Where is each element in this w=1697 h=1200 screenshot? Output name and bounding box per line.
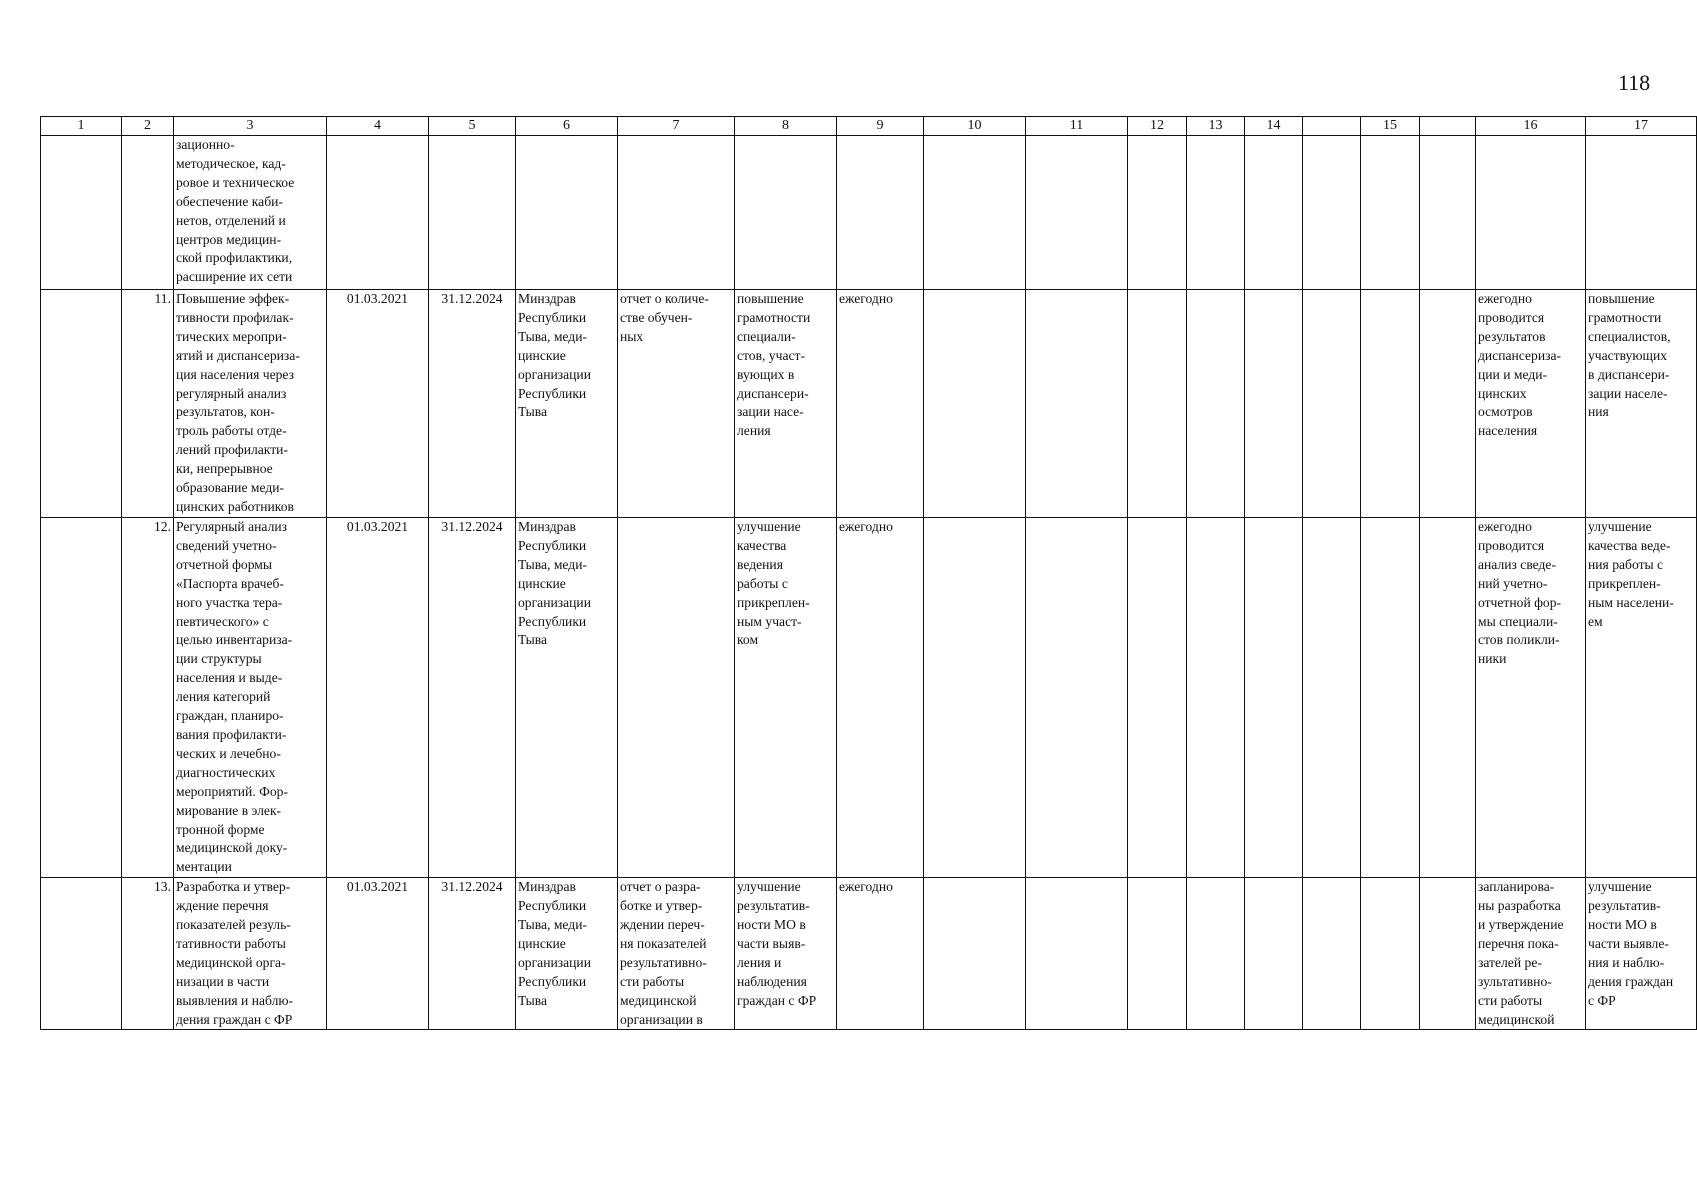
empty-cell <box>924 136 1026 290</box>
empty-cell <box>1026 518 1128 878</box>
responsible-cell: Минздрав Республики Тыва, меди- цинские организации Республики Тыва <box>516 290 618 518</box>
empty-cell <box>1026 878 1128 1030</box>
empty-cell <box>1245 878 1303 1030</box>
header-cell: 16 <box>1476 117 1586 136</box>
result-cell: улучшение качества ведения работы с прикреплен- ным участ- ком <box>735 518 837 878</box>
column-16-cell <box>1476 136 1586 290</box>
end-date <box>429 136 516 290</box>
header-cell: 14 <box>1245 117 1303 136</box>
empty-cell <box>1303 136 1361 290</box>
report-cell <box>618 518 735 878</box>
end-date: 31.12.2024 <box>429 290 516 518</box>
end-date: 31.12.2024 <box>429 518 516 878</box>
result-cell: повышение грамотности специали- стов, участ- вующих в диспансери- зации насе- ления <box>735 290 837 518</box>
report-cell <box>618 136 735 290</box>
activity-cell: Разработка и утвер- ждение перечня показателей резуль- тативности работы медицинской орга- низации в части выявления и наблю- дения граждан с ФР <box>174 878 327 1030</box>
empty-cell <box>1128 290 1187 518</box>
empty-cell <box>1026 136 1128 290</box>
end-date: 31.12.2024 <box>429 878 516 1030</box>
header-cell: 4 <box>327 117 429 136</box>
empty-cell <box>1128 136 1187 290</box>
column-17-cell <box>1586 136 1697 290</box>
header-cell <box>1420 117 1476 136</box>
header-cell: 6 <box>516 117 618 136</box>
row-number: 12. <box>122 518 174 878</box>
empty-cell <box>924 290 1026 518</box>
empty-cell <box>1303 518 1361 878</box>
start-date: 01.03.2021 <box>327 878 429 1030</box>
header-cell: 7 <box>618 117 735 136</box>
period-cell <box>837 136 924 290</box>
header-cell: 2 <box>122 117 174 136</box>
header-cell <box>1303 117 1361 136</box>
empty-cell <box>1420 878 1476 1030</box>
activity-cell: зационно- методическое, кад- ровое и техническое обеспечение каби- нетов, отделений и центров медицин- ской профилактики, расширение их сети <box>174 136 327 290</box>
responsible-cell <box>516 136 618 290</box>
row-blank-cell <box>41 878 122 1030</box>
responsible-cell: Минздрав Республики Тыва, меди- цинские организации Республики Тыва <box>516 518 618 878</box>
header-cell: 8 <box>735 117 837 136</box>
empty-cell <box>1128 518 1187 878</box>
header-cell: 9 <box>837 117 924 136</box>
start-date <box>327 136 429 290</box>
header-cell: 1 <box>41 117 122 136</box>
activity-cell: Повышение эффек- тивности профилак- тических меропри- ятий и диспансериза- ция населения через регулярный анализ результатов, кон- троль работы отде- лений профилакти- ки, непрерывное образование меди- цинских работников <box>174 290 327 518</box>
empty-cell <box>1187 518 1245 878</box>
empty-cell <box>924 878 1026 1030</box>
header-cell: 12 <box>1128 117 1187 136</box>
period-cell: ежегодно <box>837 290 924 518</box>
header-cell: 3 <box>174 117 327 136</box>
start-date: 01.03.2021 <box>327 290 429 518</box>
empty-cell <box>1245 290 1303 518</box>
page-number: 118 <box>1618 70 1651 95</box>
empty-cell <box>1303 878 1361 1030</box>
column-16-cell: ежегодно проводится анализ сведе- ний учетно- отчетной фор- мы специали- стов поликли- ники <box>1476 518 1586 878</box>
column-16-cell: запланирова- ны разработка и утверждение перечня пока- зателей ре- зультативно- сти работы медицинской <box>1476 878 1586 1030</box>
header-cell: 10 <box>924 117 1026 136</box>
period-cell: ежегодно <box>837 878 924 1030</box>
row-number: 11. <box>122 290 174 518</box>
period-cell: ежегодно <box>837 518 924 878</box>
responsible-cell: Минздрав Республики Тыва, меди- цинские организации Республики Тыва <box>516 878 618 1030</box>
empty-cell <box>1303 290 1361 518</box>
header-cell: 11 <box>1026 117 1128 136</box>
empty-cell <box>1187 878 1245 1030</box>
empty-cell <box>1361 518 1420 878</box>
header-cell: 13 <box>1187 117 1245 136</box>
column-17-cell: улучшение результатив- ности МО в части выявле- ния и наблю- дения граждан с ФР <box>1586 878 1697 1030</box>
empty-cell <box>1128 878 1187 1030</box>
column-17-cell: повышение грамотности специалистов, участвующих в диспансери- зации населе- ния <box>1586 290 1697 518</box>
row-blank-cell <box>41 290 122 518</box>
empty-cell <box>1245 136 1303 290</box>
report-cell: отчет о количе- стве обучен- ных <box>618 290 735 518</box>
column-number-header <box>41 117 1697 136</box>
table-row <box>41 290 1697 518</box>
empty-cell <box>924 518 1026 878</box>
header-cell: 5 <box>429 117 516 136</box>
empty-cell <box>1187 290 1245 518</box>
empty-cell <box>1420 136 1476 290</box>
empty-cell <box>1420 290 1476 518</box>
empty-cell <box>1187 136 1245 290</box>
plan-table <box>40 116 1697 1030</box>
header-cell: 17 <box>1586 117 1697 136</box>
activity-cell: Регулярный анализ сведений учетно- отчетной формы «Паспорта врачеб- ного участка тера- певтического» с целью инвентариза- ции структуры населения и выде- ления категорий граждан, планиро- вания профилакти- ческих и лечебно- диагностических мероприятий. Фор- мирование в элек- тронной форме медицинской доку- ментации <box>174 518 327 878</box>
empty-cell <box>1361 878 1420 1030</box>
row-blank-cell <box>41 136 122 290</box>
column-16-cell: ежегодно проводится результатов диспансериза- ции и меди- цинских осмотров населения <box>1476 290 1586 518</box>
result-cell: улучшение результатив- ности МО в части выяв- ления и наблюдения граждан с ФР <box>735 878 837 1030</box>
row-blank-cell <box>41 518 122 878</box>
row-number <box>122 136 174 290</box>
start-date: 01.03.2021 <box>327 518 429 878</box>
row-number: 13. <box>122 878 174 1030</box>
empty-cell <box>1420 518 1476 878</box>
column-17-cell: улучшение качества веде- ния работы с прикреплен- ным населени- ем <box>1586 518 1697 878</box>
empty-cell <box>1026 290 1128 518</box>
empty-cell <box>1361 136 1420 290</box>
empty-cell <box>1245 518 1303 878</box>
result-cell <box>735 136 837 290</box>
table-row <box>41 136 1697 290</box>
header-cell: 15 <box>1361 117 1420 136</box>
table-row <box>41 878 1697 1030</box>
table-row <box>41 518 1697 878</box>
report-cell: отчет о разра- ботке и утвер- ждении переч- ня показателей результативно- сти работы медицинской организации в <box>618 878 735 1030</box>
empty-cell <box>1361 290 1420 518</box>
